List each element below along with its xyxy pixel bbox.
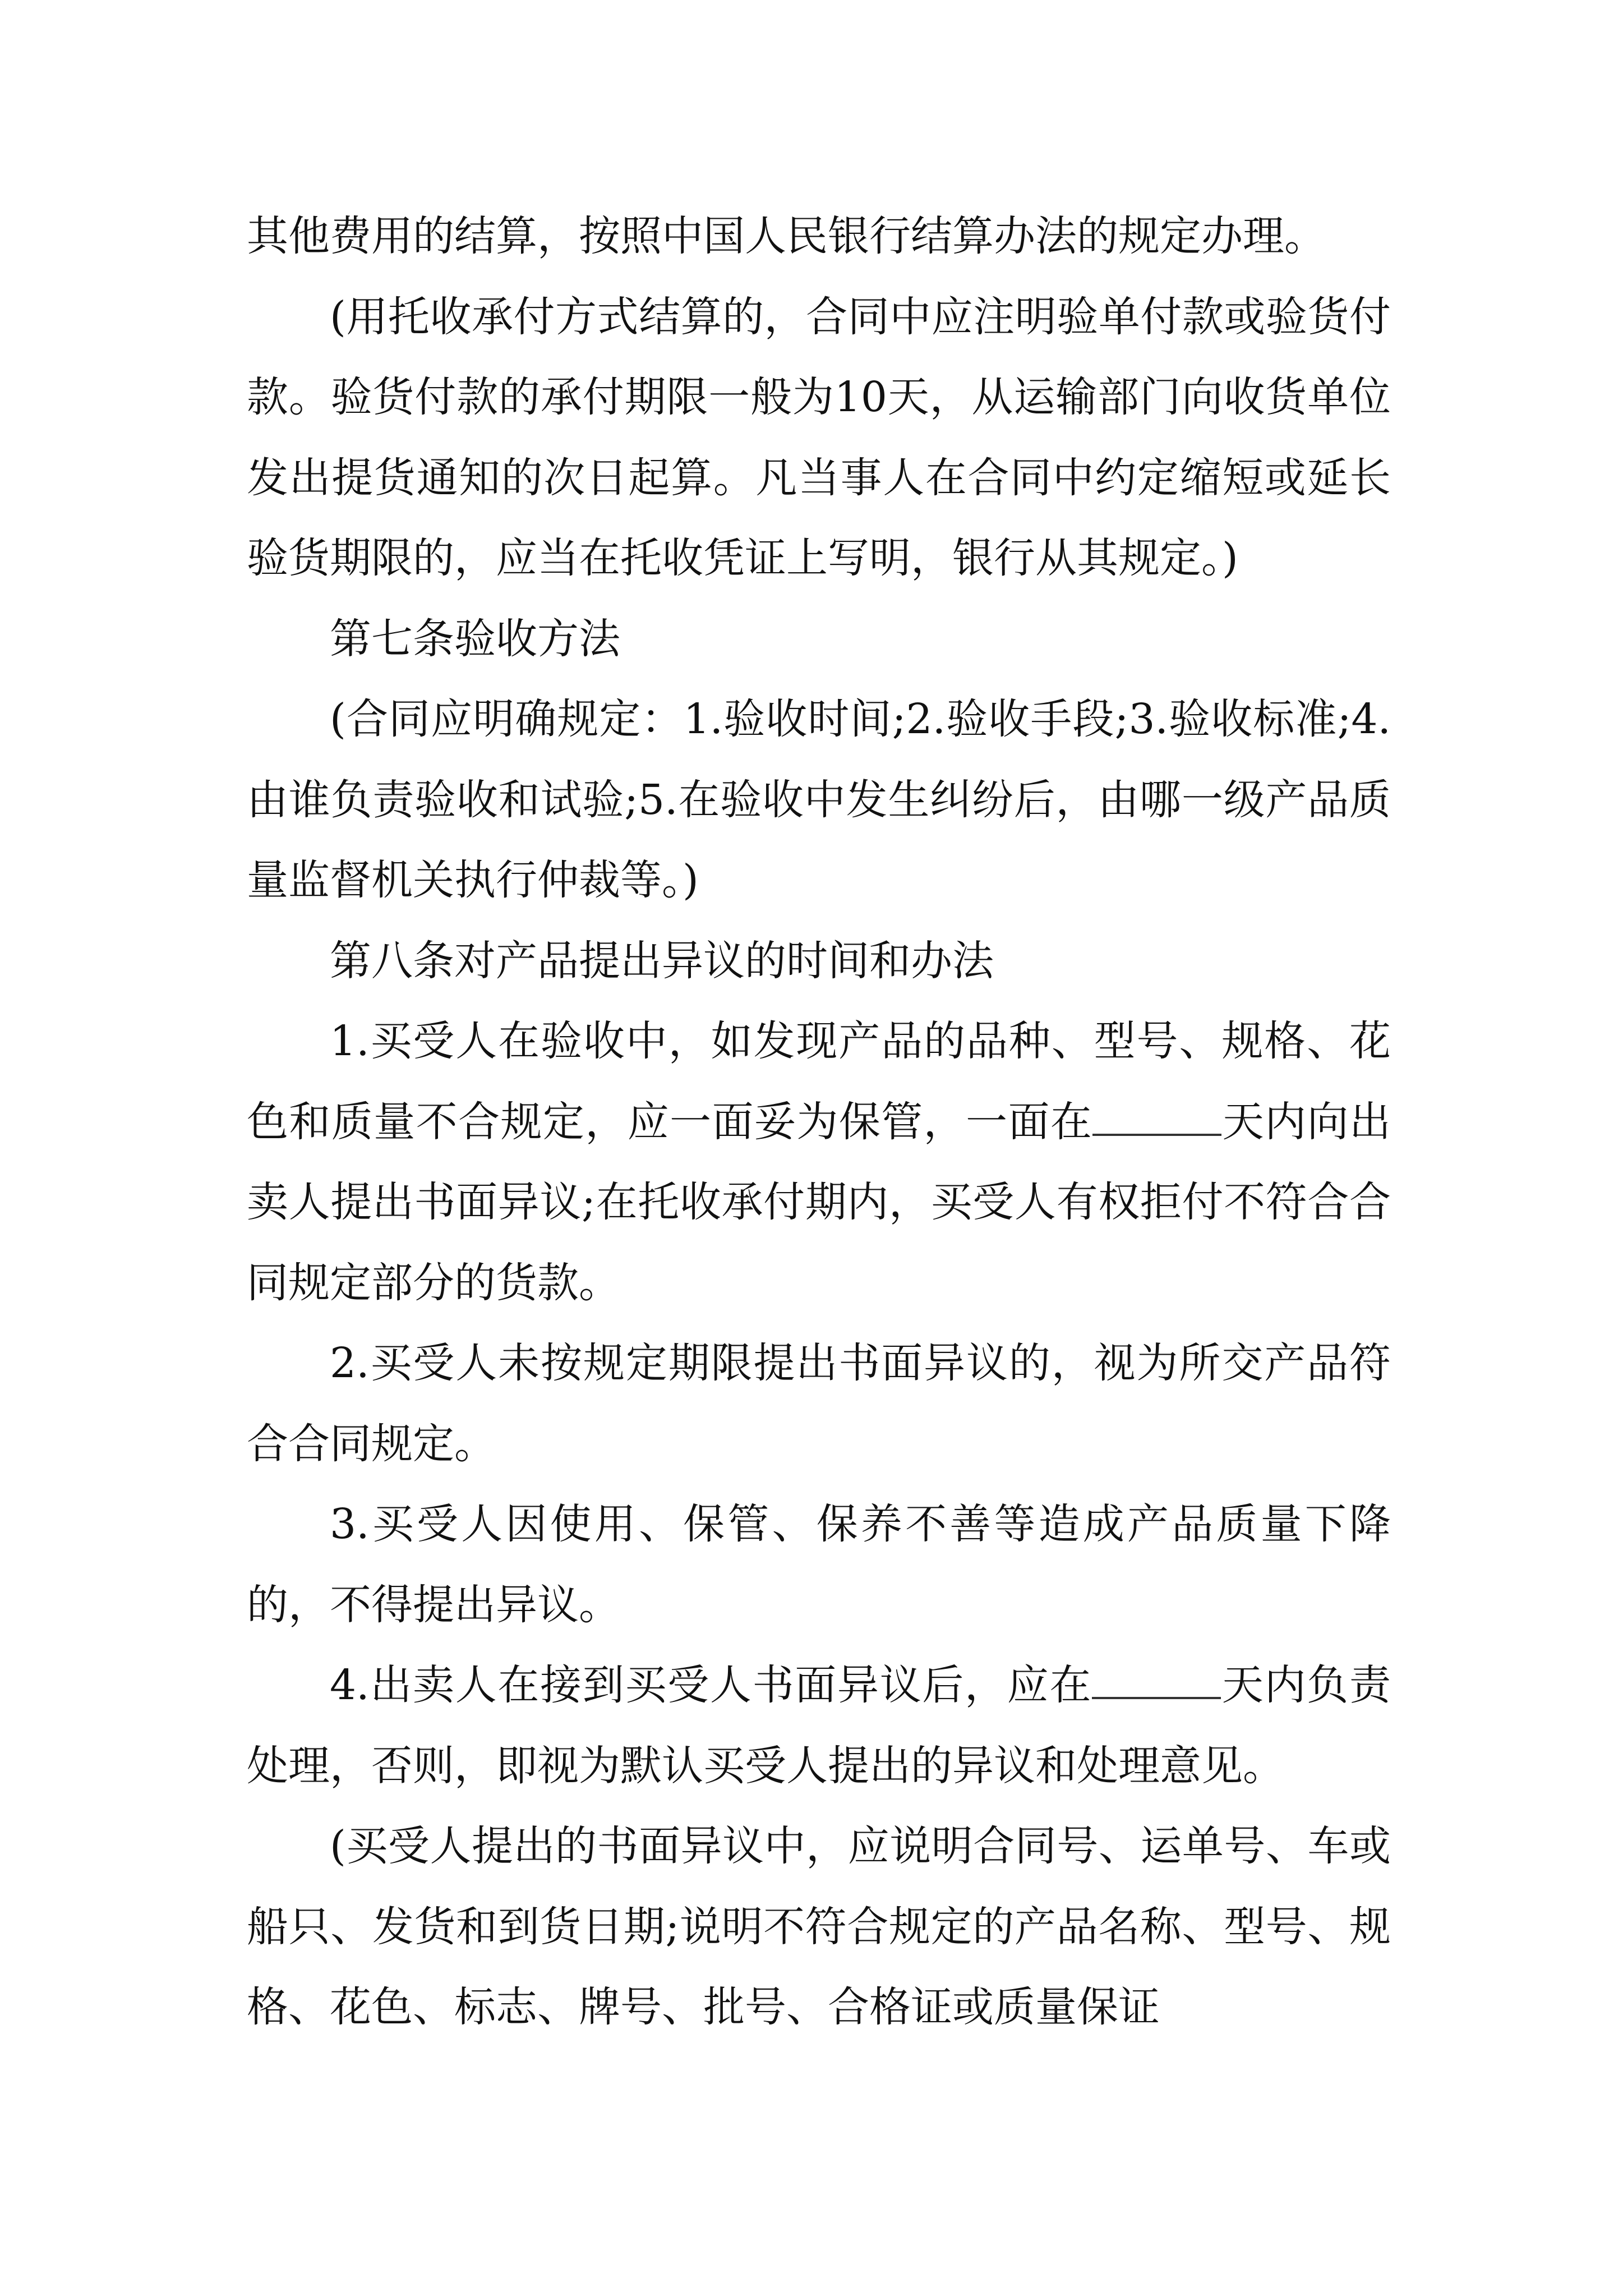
paragraph-objection-content-note — [247, 1806, 1391, 2048]
heading-text: 第七条验收方法 — [330, 614, 620, 663]
paragraph-text: (用托收承付方式结算的，合同中应注明验单付款或验货付款。验货付款的承付期限一般为10天，从运输部门向收货单位发出提货通知的次日起算。凡当事人在合同中约定缩短或延长验货期限的，应当在托收凭证上写明，银行从其规定。) — [247, 292, 1391, 582]
clause-text-before: 4.出卖人在接到买受人书面异议后，应在 — [330, 1661, 1092, 1709]
paragraph-text: 3.买受人因使用、保管、保养不善等造成产品质量下降的，不得提出异议。 — [247, 1500, 1391, 1629]
paragraph-inspection-requirements — [247, 679, 1391, 921]
days-blank-field — [1092, 1663, 1221, 1699]
paragraph-text: 2.买受人未按规定期限提出书面异议的，视为所交产品符合合同规定。 — [247, 1339, 1391, 1468]
document-body — [247, 196, 1391, 2048]
paragraph-text: 其他费用的结算，按照中国人民银行结算办法的规定办理。 — [247, 212, 1326, 260]
clause-text-after: 天内向出卖人提出书面异议;在托收承付期内，买受人有权拒付不符合合同规定部分的货款。 — [247, 1097, 1391, 1307]
clause-8-1 — [247, 1001, 1391, 1323]
paragraph-settlement — [247, 196, 1391, 277]
clause-8-4 — [247, 1645, 1391, 1806]
clause-8-2 — [247, 1323, 1391, 1484]
paragraph-text: (买受人提出的书面异议中，应说明合同号、运单号、车或船只、发货和到货日期;说明不符合规定的产品名称、型号、规格、花色、标志、牌号、批号、合格证或质量保证 — [247, 1822, 1391, 2031]
clause-text-after: 天内负责处理，否则，即视为默认买受人提出的异议和处理意见。 — [247, 1661, 1391, 1790]
clause-text-before: 1.买受人在验收中，如发现产品的品种、型号、规格、花色和质量不合规定，应一面妥为保管，一面在 — [247, 1017, 1391, 1146]
heading-text: 第八条对产品提出异议的时间和办法 — [330, 936, 994, 985]
article-8-heading — [247, 921, 1391, 1002]
days-blank-field — [1092, 1100, 1221, 1136]
clause-8-3 — [247, 1484, 1391, 1645]
paragraph-collection-acceptance-note — [247, 277, 1391, 599]
paragraph-text: (合同应明确规定：1.验收时间;2.验收手段;3.验收标准;4.由谁负责验收和试验;5.在验收中发生纠纷后，由哪一级产品质量监督机关执行仲裁等。) — [247, 695, 1391, 904]
article-7-heading — [247, 599, 1391, 680]
